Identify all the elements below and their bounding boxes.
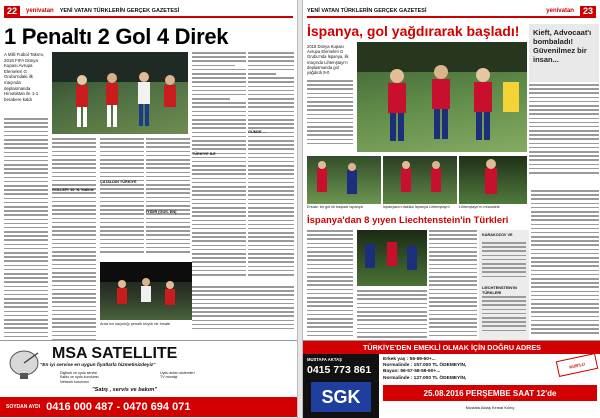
subhead-left-2: ÇATALDIN TÜRKİYE [100, 180, 137, 184]
photo-liechtenstein [357, 230, 427, 286]
box-karakozov [479, 230, 529, 340]
ad-feature: Uydu anten sistemleri [160, 371, 195, 375]
column-text-right-4 [429, 230, 477, 340]
ad-sgk-contact [303, 354, 379, 418]
photo-caption-right-2: İspanyanın dakika İspanya Lihtenştayn'ı [383, 205, 451, 209]
ad-brand: MSA SATELLITE [52, 345, 178, 362]
quote-column-text [529, 84, 599, 180]
page-number-left: 22 [4, 6, 20, 17]
ad-sgk-line: Bayan: 56-57-58-59-60+... [383, 369, 441, 375]
ad-sgk-org: Mustafa Aktaş Kemal Kılınç [465, 405, 515, 410]
photo-caption-left: Arda'nın kaçırdığı penaltı büyük bir fırsattı [100, 322, 171, 326]
ad-sgk-title: TÜRKİYE'DEN EMEKLİ OLMAK İÇİN DOĞRU ADRES [303, 341, 600, 354]
page-number-right: 23 [580, 6, 596, 17]
deck-right: 2018 Dünya Kupası Avrupa Elemeleri G Grubu'nda İspanya, ilk maçında Lihtenştayn'ı deplasmanda gol yağdırdı 8-0 [307, 44, 349, 76]
ad-sgk-date: 25.08.2016 PERŞEMBE SAAT 12'de [383, 385, 597, 401]
column-text-left-2b [100, 138, 144, 258]
ad-feature: Network kurulumu [60, 379, 89, 384]
ad-slogan: "En iyi servise en uygun fiyatlarla hizmetinizdeyiz" [40, 363, 156, 368]
ad-sgk-line: Normalinde : 127.000 TL ÖDEMEYİN, [383, 375, 467, 381]
ad-sgk-contact-name: MUSTAFA AKTAŞ [307, 357, 342, 362]
column-text-right-1 [307, 80, 353, 150]
quote-box-text: Kieft, Advocaat'ı bombaladı! Güvenilmez bir insan... [533, 28, 592, 64]
ad-motto: "Satış , servis ve bakım" [92, 387, 158, 393]
photo-small-2 [383, 156, 457, 204]
subhead-left-1: GOLLER: 10. N. Kalinic [52, 188, 94, 192]
second-headline-right: İspanya'dan 8 yıyen Liechtenstein'in Türkleri [307, 215, 509, 226]
photo-small-3 [459, 156, 527, 204]
ad-sgk-stamp: KUR'LU [556, 353, 598, 377]
ad-sgk-line: Erkek yaş : 56-59-60+... [383, 357, 436, 362]
right-page [302, 0, 600, 418]
photo-small-1 [307, 156, 381, 204]
box-text-1 [482, 242, 526, 282]
box-title-1: KARAKOZOV VE [482, 233, 513, 237]
header-section-right: YENİ VATAN TÜRKLERİN GERÇEK GAZETESİ [307, 8, 427, 14]
subhead-left-3: İYİDİR (GUS. EN) [146, 210, 177, 214]
ad-feature: TV montajı [160, 375, 178, 380]
column-text-left-1 [4, 118, 48, 358]
ad-sgk-line: Normalinde : 157.000 TL ÖDEMEYİN, [383, 363, 467, 369]
ad-phone: 0416 000 487 - 0470 694 071 [46, 401, 191, 413]
ad-feature: Digiturk ve uydu servisi [60, 371, 97, 375]
column-text-left-3 [192, 52, 246, 282]
right-page-header [307, 6, 596, 18]
header-logo-right: yenivatan [546, 8, 574, 14]
column-text-left-5 [192, 286, 294, 336]
box-title-2: LIECHTENSTEIN'IN TÜRKLERİ [482, 286, 517, 295]
header-logo-left: yenivatan [26, 8, 54, 14]
photo-caption-right-3: Lihtenştayn'ın mücadele [459, 205, 500, 209]
ad-features-left [60, 371, 150, 384]
subhead-left-5: GÜNDE ... [248, 130, 266, 134]
headline-right: İspanya, gol yağdırarak başladı! [307, 23, 520, 39]
ad-feature: Kablo ve uydu kurulumu [60, 375, 99, 380]
photo-spain-celebration [357, 42, 527, 152]
column-text-right-5 [531, 190, 599, 340]
ad-phone-bar [0, 397, 298, 417]
sgk-logo: SGK [311, 382, 371, 412]
photo-penalty [100, 262, 192, 320]
ad-contact-name: SOYDAN AYDI [6, 404, 41, 410]
photo-match-croatia [52, 52, 188, 134]
photo-caption-right-1: Ersatz: bir gol ile başladı İspanya [307, 205, 363, 209]
column-text-left-2 [52, 138, 96, 358]
subhead-left-4: TÜRKİYE İLE [192, 152, 216, 156]
ad-sgk-phone: 0415 773 861 [307, 364, 372, 376]
box-text-2 [482, 296, 526, 336]
header-section-left: YENİ VATAN TÜRKLERİN GERÇEK GAZETESİ [59, 8, 180, 14]
ad-features-right [160, 371, 250, 380]
left-page-header [4, 6, 293, 18]
headline-left: 1 Penaltı 2 Gol 4 Direk [4, 24, 229, 49]
deck-left: A Milli Futbol Takımı, 2018 FIFA Dünya Kupası Avrupa Elemeleri G Grubu'ndaki ilk maçında deplasmanda Hırvatistan ile 1-1 berabere kaldı [4, 52, 45, 102]
column-text-left-2c [146, 138, 190, 258]
quote-box [529, 24, 599, 82]
column-text-left-4 [248, 52, 294, 282]
ad-sgk-retirement [303, 340, 600, 418]
left-page [0, 0, 298, 418]
ad-msa-satellite [0, 340, 298, 418]
column-text-right-2 [307, 230, 353, 340]
column-text-right-3 [357, 290, 427, 340]
